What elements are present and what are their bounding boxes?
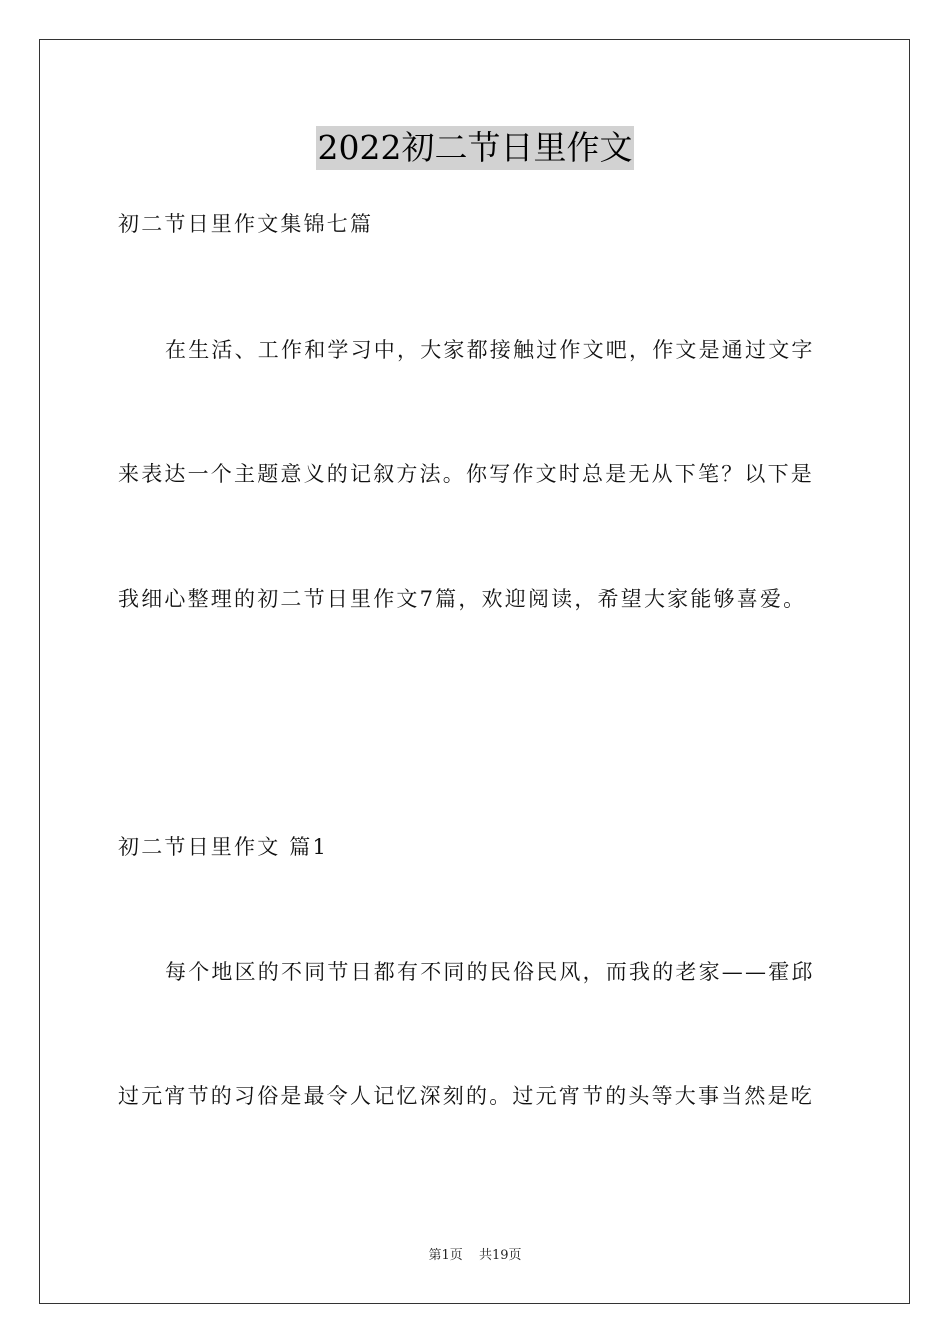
document-title: 2022初二节日里作文 [316, 126, 635, 170]
intro-line-3: 我细心整理的初二节日里作文7篇，欢迎阅读，希望大家能够喜爱。 [118, 587, 807, 611]
page-total: 共19页 [478, 1248, 522, 1263]
intro-line-1: 在生活、工作和学习中，大家都接触过作文吧，作文是通过文字 [165, 338, 815, 362]
title-container [0, 126, 950, 170]
section-heading: 初二节日里作文 篇1 [118, 835, 329, 859]
body-line-1: 每个地区的不同节日都有不同的民俗民风，而我的老家——霍邱 [165, 960, 815, 984]
body-line-2: 过元宵节的习俗是最令人记忆深刻的。过元宵节的头等大事当然是吃 [118, 1084, 814, 1108]
document-subtitle: 初二节日里作文集锦七篇 [118, 212, 374, 236]
intro-line-2: 来表达一个主题意义的记叙方法。你写作文时总是无从下笔？以下是 [118, 462, 814, 486]
page-footer [0, 1247, 950, 1265]
page-current: 第1页 [428, 1248, 463, 1263]
